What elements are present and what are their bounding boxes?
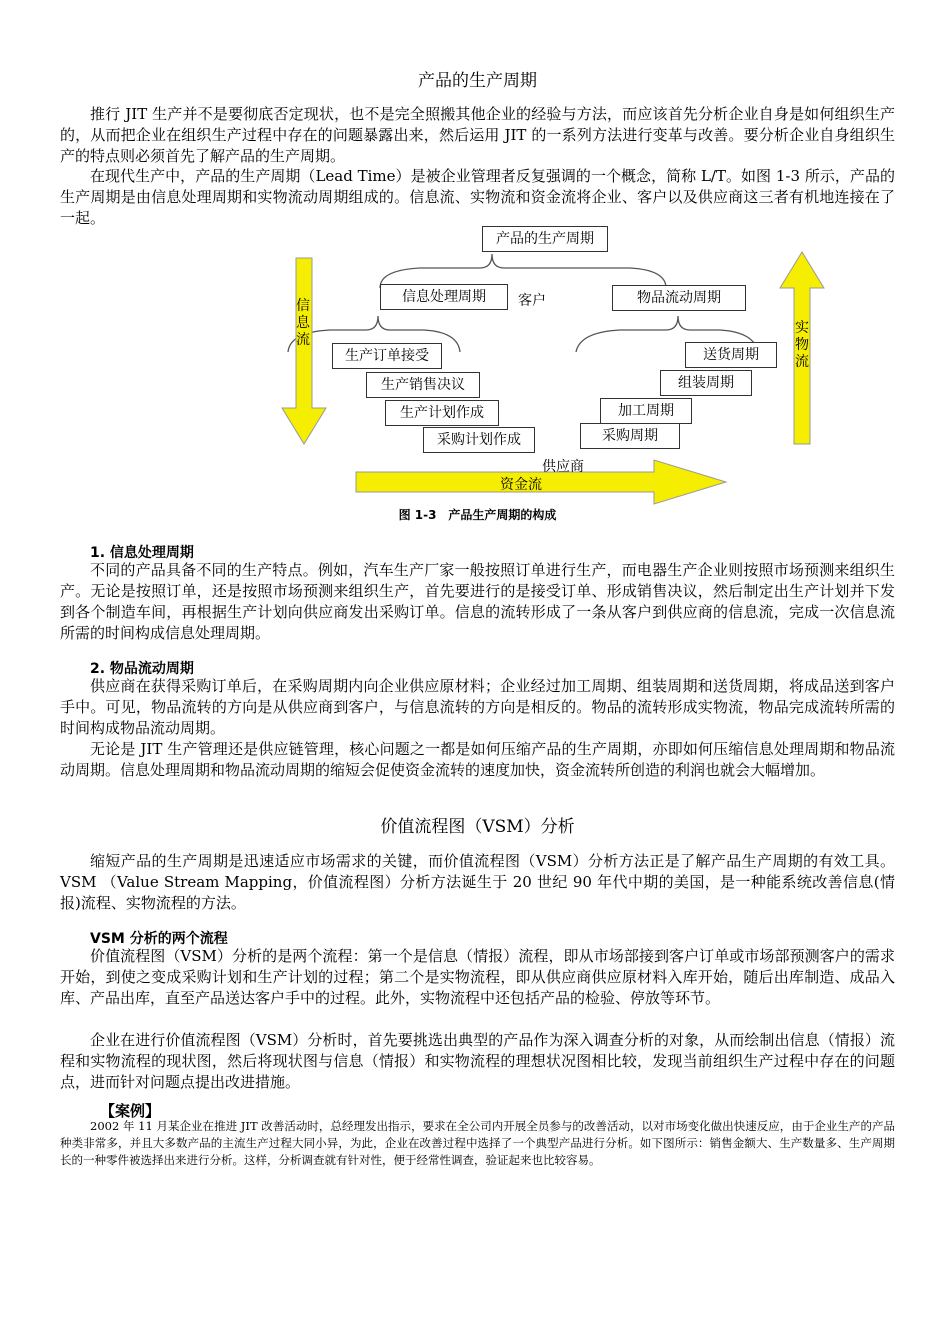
left-step-box: 生产销售决议	[366, 372, 480, 398]
case-heading: 【案例】	[100, 1102, 161, 1120]
left-step-box: 采购计划作成	[423, 427, 535, 453]
paragraph: 不同的产品具备不同的生产特点。例如，汽车生产厂家一般按照订单进行生产，而电器生产企业则按照市场预测来组织生产。无论是按照订单，还是按照市场预测来组织生产，首先要进行的是接受订单、形成销售决议，然后制定出生产计划并下发到各个制造车间，再根据生产计划向供应商发出采购订单。信息的流转形成了一条从客户到供应商的信息流，完成一次信息流所需的时间构成信息处理周期。	[60, 561, 895, 642]
right-step-box: 采购周期	[580, 423, 680, 449]
lead-time-diagram	[230, 220, 830, 505]
paragraph: 缩短产品的生产周期是迅速适应市场需求的关键，而价值流程图（VSM）分析方法正是了解产品生产周期的有效工具。VSM （Value Stream Mapping，价值流程图）分析方法诞生于 20 世纪 90 年代中期的美国，是一种能系统改善信息(情报)流程、实物流程的方法。	[60, 852, 895, 912]
material-flow-label: 实物流	[795, 320, 809, 370]
section-title-vsm: 价值流程图（VSM）分析	[380, 817, 575, 837]
lead-time-box: 产品的生产周期	[482, 226, 608, 252]
paragraph: 供应商在获得采购订单后，在采购周期内向企业供应原材料；企业经过加工周期、组装周期和送货周期，将成品送到客户手中。可见，物品流转的方向是从供应商到客户，与信息流转的方向是相反的。物品的流转形成实物流，物品完成流转所需的时间构成物品流动周期。	[60, 677, 895, 737]
right-step-box: 加工周期	[600, 398, 692, 424]
material-cycle-box: 物品流动周期	[612, 285, 746, 311]
paragraph: 企业在进行价值流程图（VSM）分析时，首先要挑选出典型的产品作为深入调查分析的对象，从而绘制出信息（情报）流程和实物流程的现状图，然后将现状图与信息（情报）和实物流程的理想状况图相比较，发现当前组织生产过程中存在的问题点，进而针对问题点提出改进措施。	[60, 1031, 895, 1091]
left-step-box: 生产计划作成	[385, 400, 499, 426]
paragraph: 价值流程图（VSM）分析的是两个流程：第一个是信息（情报）流程，即从市场部接到客户订单或市场部预测客户的需求开始，到使之变成采购计划和生产计划的过程；第二个是实物流程，即从供应商供应原材料入库开始，随后出库制造、成品入库、产品出库，直至产品送达客户手中的过程。此外，实物流程中还包括产品的检验、停放等环节。	[60, 947, 895, 1007]
supplier-label: 供应商	[542, 459, 584, 475]
subsection-heading: 1. 信息处理周期	[90, 545, 194, 561]
right-step-box: 组装周期	[660, 370, 752, 396]
capital-flow-label: 资金流	[500, 477, 542, 493]
section-title-lead-time: 产品的生产周期	[418, 71, 537, 91]
paragraph: 推行 JIT 生产并不是要彻底否定现状，也不是完全照搬其他企业的经验与方法，而应该首先分析企业自身是如何组织生产的，从而把企业在组织生产过程中存在的问题暴露出来，然后运用 JIT 的一系列方法进行变革与改善。要分析企业自身组织生产的特点则必须首先了解产品的生产周期。	[60, 105, 895, 165]
right-step-box: 送货周期	[685, 342, 777, 368]
case-paragraph: 2002 年 11 月某企业在推进 JIT 改善活动时，总经理发出指示，要求在全公司内开展全员参与的改善活动，以对市场变化做出快速反应，由于企业生产的产品种类非常多，并且大多数产品的主流生产过程大同小异，为此，企业在改善过程中选择了一个典型产品进行分析。如下图所示：销售金额大、生产数量多、生产周期长的一种零件被选择出来进行分析。这样，分析调查就有针对性，便于经常性调查，验证起来也比较容易。	[60, 1119, 895, 1167]
customer-label: 客户	[518, 293, 546, 309]
paragraph: 在现代生产中，产品的生产周期（Lead Time）是被企业管理者反复强调的一个概念，简称 L/T。如图 1-3 所示，产品的生产周期是由信息处理周期和实物流动周期组成的。信息流、实物流和资金流将企业、客户以及供应商这三者有机地连接在了一起。	[60, 167, 895, 227]
subsection-heading: 2. 物品流动周期	[90, 661, 194, 677]
info-flow-label: 信息流	[296, 298, 310, 348]
subsection-heading: VSM 分析的两个流程	[90, 931, 228, 947]
info-cycle-box: 信息处理周期	[380, 284, 508, 310]
figure-caption: 图 1-3 产品生产周期的构成	[398, 508, 557, 522]
paragraph: 无论是 JIT 生产管理还是供应链管理，核心问题之一都是如何压缩产品的生产周期，亦即如何压缩信息处理周期和物品流动周期。信息处理周期和物品流动周期的缩短会促使资金流转的速度加快，资金流转所创造的利润也就会大幅增加。	[60, 740, 895, 779]
left-step-box: 生产订单接受	[332, 343, 442, 369]
